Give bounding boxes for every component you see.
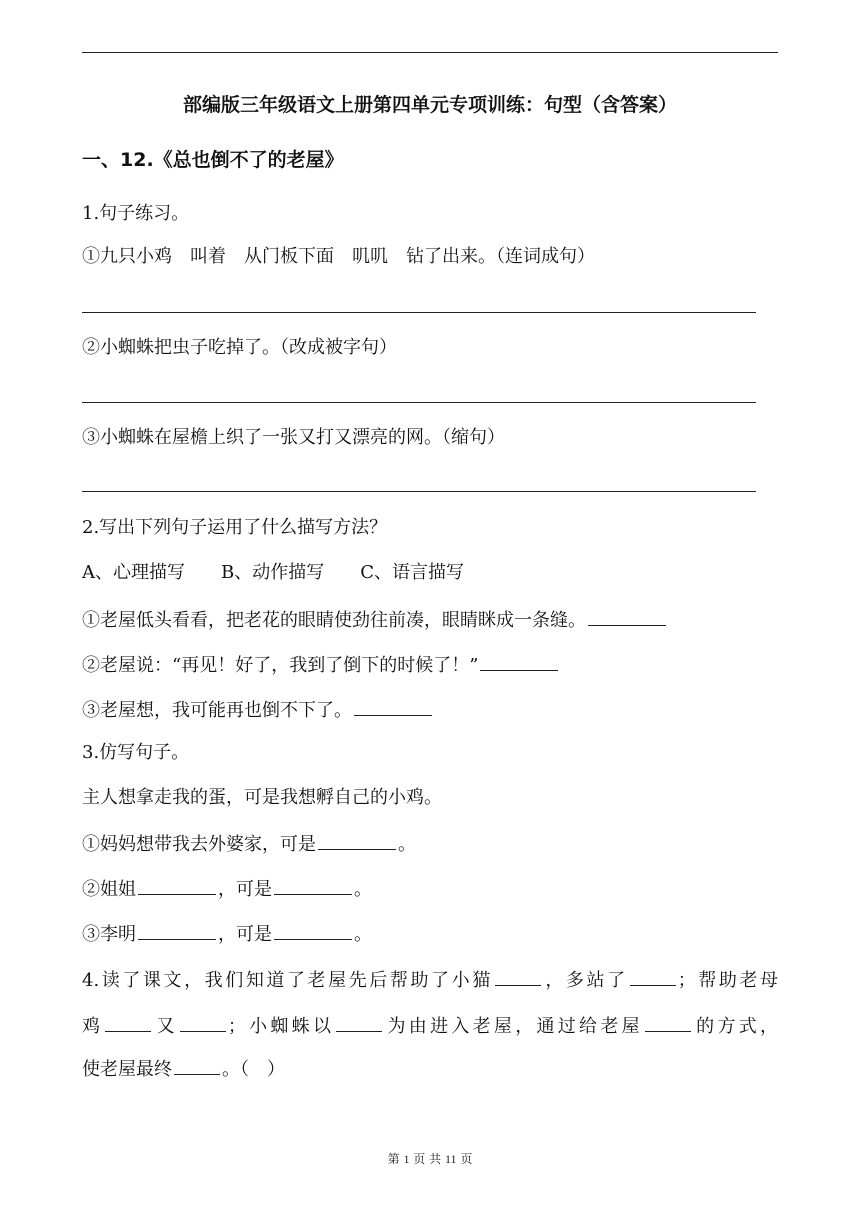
- q4-text-2d: 为由进入老屋，通过给老屋: [384, 1016, 643, 1037]
- q1-heading: 1.句子练习。: [82, 203, 190, 224]
- q3-item-2-text-b: ，可是: [218, 879, 272, 900]
- q3-item-1-text-b: 。: [398, 834, 416, 855]
- q4-text-1a: 4.读了课文，我们知道了老屋先后帮助了小猫: [82, 970, 493, 991]
- footer-total-pages: 11: [444, 1152, 457, 1166]
- q3-item-1: [82, 829, 416, 859]
- q3-blank-3a[interactable]: [138, 919, 216, 940]
- q4-blank-1[interactable]: [495, 965, 541, 986]
- q4-line-2: [82, 1011, 778, 1041]
- q2-heading: 2.写出下列句子运用了什么描写方法？: [82, 517, 388, 538]
- document-title: 部编版三年级语文上册第四单元专项训练：句型（含答案）: [182, 94, 677, 116]
- q2-item-3: [82, 695, 434, 725]
- q3-heading: 3.仿写句子。: [82, 742, 190, 763]
- q3-blank-2a[interactable]: [138, 874, 216, 895]
- q4-line-1: [82, 965, 778, 995]
- section-heading: 一、12.《总也倒不了的老屋》: [82, 149, 344, 171]
- q2-blank-3[interactable]: [354, 695, 432, 716]
- q3-item-3-text-b: ，可是: [218, 924, 272, 945]
- q3-blank-1[interactable]: [318, 829, 396, 850]
- q3-blank-2b[interactable]: [274, 874, 352, 895]
- footer-page-number: 1: [403, 1152, 410, 1166]
- q4-text-2b: 又: [153, 1016, 178, 1037]
- q3-item-2-text-c: 。: [354, 879, 372, 900]
- q4-blank-2[interactable]: [630, 965, 676, 986]
- page-footer: [0, 1150, 860, 1167]
- q2-item-3-text: ③老屋想，我可能再也倒不下了。: [82, 700, 352, 721]
- q4-blank-5[interactable]: [336, 1011, 382, 1032]
- q1-answer-line-2[interactable]: [82, 402, 756, 403]
- q1-item-3: ③小蜘蛛在屋檐上织了一张又打又漂亮的网。（缩句）: [82, 427, 505, 448]
- q3-blank-3b[interactable]: [274, 919, 352, 940]
- q2-blank-2[interactable]: [480, 650, 558, 671]
- q2-item-1: [82, 605, 668, 635]
- footer-prefix: 第: [387, 1152, 400, 1166]
- q1-item-1: ①九只小鸡 叫着 从门板下面 叽叽 钻了出来。（连词成句）: [82, 246, 595, 267]
- q4-blank-7[interactable]: [174, 1054, 220, 1075]
- q4-text-2a: 鸡: [82, 1016, 104, 1037]
- q2-item-2: [82, 650, 560, 680]
- q4-text-3b: 。（ ）: [222, 1059, 285, 1080]
- q3-item-3-text-a: ③李明: [82, 924, 136, 945]
- q2-blank-1[interactable]: [588, 605, 666, 626]
- q3-item-2: [82, 874, 372, 904]
- q4-line-3: [82, 1054, 285, 1084]
- q4-text-3a: 使老屋最终: [82, 1059, 172, 1080]
- q2-options: A、心理描写 B、动作描写 C、语言描写: [82, 562, 464, 583]
- q4-text-2e: 的方式，: [692, 1016, 779, 1037]
- q4-text-1c: ；帮助老母: [677, 970, 779, 991]
- q2-item-1-text: ①老屋低头看看，把老花的眼睛使劲往前凑，眼睛眯成一条缝。: [82, 610, 586, 631]
- footer-suffix: 页: [460, 1152, 473, 1166]
- q2-item-2-text: ②老屋说：“再见！好了，我到了倒下的时候了！”: [82, 655, 479, 676]
- q3-item-1-text-a: ①妈妈想带我去外婆家，可是: [82, 834, 316, 855]
- q3-item-3: [82, 919, 372, 949]
- q3-item-3-text-c: 。: [354, 924, 372, 945]
- q4-text-2c: ；小蜘蛛以: [227, 1016, 335, 1037]
- q1-item-2: ②小蜘蛛把虫子吃掉了。（改成被字句）: [82, 337, 397, 358]
- footer-middle: 页 共: [413, 1152, 442, 1166]
- q4-blank-6[interactable]: [645, 1011, 691, 1032]
- q4-blank-3[interactable]: [105, 1011, 151, 1032]
- q3-item-2-text-a: ②姐姐: [82, 879, 136, 900]
- q4-text-1b: ，多站了: [542, 970, 628, 991]
- q1-answer-line-3[interactable]: [82, 491, 756, 492]
- header-rule: [82, 52, 778, 53]
- q3-example: 主人想拿走我的蛋，可是我想孵自己的小鸡。: [82, 787, 442, 808]
- q1-answer-line-1[interactable]: [82, 312, 756, 313]
- q4-blank-4[interactable]: [180, 1011, 226, 1032]
